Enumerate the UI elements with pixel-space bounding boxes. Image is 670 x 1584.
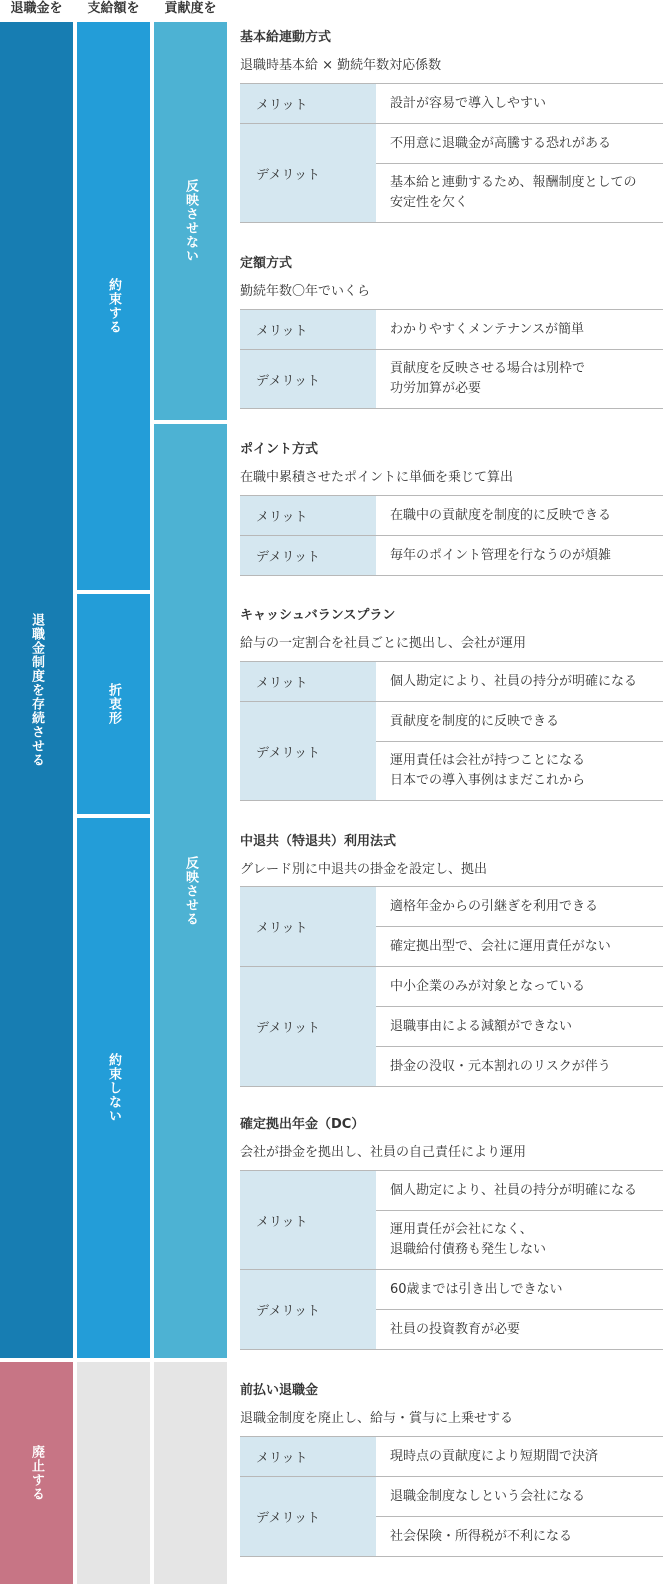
demerit-item-text: 基本給と連動するため、報酬制度としての 安定性を欠く (390, 175, 637, 210)
merit-demerit-table (240, 1436, 663, 1557)
header-retirement: 退職金を (10, 1, 63, 16)
plan-subtitle: 退職時基本給 × 勤続年数対応係数 (240, 58, 442, 73)
demerit-item-text: 退職金制度なしという会社になる (390, 1488, 586, 1504)
merit-demerit-table (240, 83, 663, 223)
demerit-item (376, 1270, 663, 1310)
block-promise (77, 22, 150, 590)
demerit-item (376, 702, 663, 742)
merit-item-text: 運用責任が会社になく、 退職給付債務も発生しない (390, 1222, 547, 1257)
block-no-reflect (154, 22, 227, 420)
block-no-reflect-label: 反映させない (183, 179, 198, 263)
block-continue-system (0, 22, 73, 1358)
header-contribution: 貢献度を (164, 1, 217, 16)
demerit-label: デメリット (240, 350, 376, 409)
demerit-item (376, 1007, 663, 1047)
block-reflect (154, 424, 227, 1358)
demerit-item-text: 中小企業のみが対象となっている (390, 978, 586, 994)
demerit-item-text: 社員の投資教育が必要 (390, 1321, 521, 1337)
plan-subtitle: 給与の一定割合を社員ごとに拠出し、会社が運用 (240, 636, 527, 651)
merit-label: メリット (240, 887, 376, 967)
block-abolish (0, 1362, 73, 1584)
merit-label: メリット (240, 84, 376, 124)
demerit-item-text: 貢献度を制度的に反映できる (390, 713, 560, 729)
demerit-item-text: 退職事由による減額ができない (390, 1018, 573, 1034)
merit-item-text: わかりやすくメンテナンスが簡単 (390, 321, 584, 337)
block-abolish-label: 廃止する (29, 1445, 44, 1501)
plan-title: キャッシュバランスプラン (240, 608, 396, 623)
merit-item (376, 496, 663, 536)
plan-subtitle: 退職金制度を廃止し、給与・賞与に上乗せする (240, 1411, 514, 1426)
demerit-item (376, 164, 663, 223)
merit-demerit-table (240, 495, 663, 576)
demerit-label: デメリット (240, 967, 376, 1087)
demerit-label: デメリット (240, 1477, 376, 1557)
merit-item (376, 1437, 663, 1477)
merit-item-text: 確定拠出型で、会社に運用責任がない (390, 938, 611, 954)
plan-title: 定額方式 (240, 256, 293, 271)
merit-demerit-table (240, 661, 663, 801)
block-no-promise (77, 818, 150, 1358)
merit-item-text: 在職中の貢献度を制度的に反映できる (390, 507, 612, 523)
merit-item (376, 1211, 663, 1270)
plan-title: 確定拠出年金（DC） (240, 1117, 365, 1132)
plan-title: ポイント方式 (240, 442, 319, 457)
merit-item (376, 84, 663, 124)
block-no-promise-label: 約束しない (106, 1053, 121, 1123)
merit-label: メリット (240, 310, 376, 350)
demerit-label: デメリット (240, 536, 376, 576)
block-continue-label: 退職金制度を存続させる (29, 613, 44, 767)
demerit-item-text: 毎年のポイント管理を行なうのが煩雑 (390, 547, 612, 563)
merit-item-text: 現時点の貢献度により短期間で決済 (390, 1448, 599, 1464)
demerit-item (376, 742, 663, 801)
demerit-item-text: 掛金の没収・元本割れのリスクが伴う (390, 1058, 611, 1074)
plan-title: 基本給連動方式 (240, 30, 332, 45)
merit-label: メリット (240, 1171, 376, 1270)
demerit-item (376, 1310, 663, 1350)
merit-demerit-table (240, 1170, 663, 1350)
plan-title: 前払い退職金 (240, 1383, 319, 1398)
merit-label: メリット (240, 496, 376, 536)
demerit-label: デメリット (240, 1270, 376, 1350)
demerit-item (376, 1517, 663, 1557)
demerit-item (376, 124, 663, 164)
block-reflect-label: 反映させる (183, 856, 198, 926)
demerit-label: デメリット (240, 702, 376, 801)
demerit-item (376, 1477, 663, 1517)
plan-subtitle: 会社が掛金を拠出し、社員の自己責任により運用 (240, 1145, 527, 1160)
demerit-item-text: 60歳までは引き出しできない (390, 1281, 563, 1297)
demerit-item-text: 不用意に退職金が高騰する恐れがある (390, 135, 612, 151)
merit-item-text: 個人勘定により、社員の持分が明確になる (390, 1182, 638, 1198)
block-empty-col3 (154, 1362, 227, 1584)
demerit-item-text: 社会保険・所得税が不利になる (390, 1528, 573, 1544)
plan-title: 中退共（特退共）利用法式 (240, 834, 397, 849)
plan-subtitle: 在職中累積させたポイントに単価を乗じて算出 (240, 470, 514, 485)
demerit-item-text: 運用責任は会社が持つことになる 日本での導入事例はまだこれから (390, 753, 586, 788)
merit-item (376, 1171, 663, 1211)
merit-item-text: 設計が容易で導入しやすい (390, 95, 547, 111)
merit-item (376, 887, 663, 927)
header-payment: 支給額を (87, 1, 140, 16)
block-hybrid-label: 折衷形 (106, 683, 121, 725)
merit-item-text: 適格年金からの引継ぎを利用できる (390, 898, 599, 914)
plan-subtitle: 勤続年数〇年でいくら (240, 284, 371, 299)
demerit-item (376, 1047, 663, 1087)
merit-label: メリット (240, 1437, 376, 1477)
demerit-item (376, 536, 663, 576)
merit-demerit-table (240, 886, 663, 1087)
block-promise-label: 約束する (106, 278, 121, 334)
demerit-item-text: 貢献度を反映させる場合は別枠で 功労加算が必要 (390, 361, 586, 396)
demerit-item (376, 967, 663, 1007)
merit-item-text: 個人勘定により、社員の持分が明確になる (390, 673, 638, 689)
merit-label: メリット (240, 662, 376, 702)
merit-item (376, 662, 663, 702)
plan-subtitle: グレード別に中退共の掛金を設定し、拠出 (240, 862, 488, 877)
merit-item (376, 310, 663, 350)
demerit-label: デメリット (240, 124, 376, 223)
block-empty-col2 (77, 1362, 150, 1584)
merit-item (376, 927, 663, 967)
block-hybrid (77, 594, 150, 814)
merit-demerit-table (240, 309, 663, 409)
demerit-item (376, 350, 663, 409)
